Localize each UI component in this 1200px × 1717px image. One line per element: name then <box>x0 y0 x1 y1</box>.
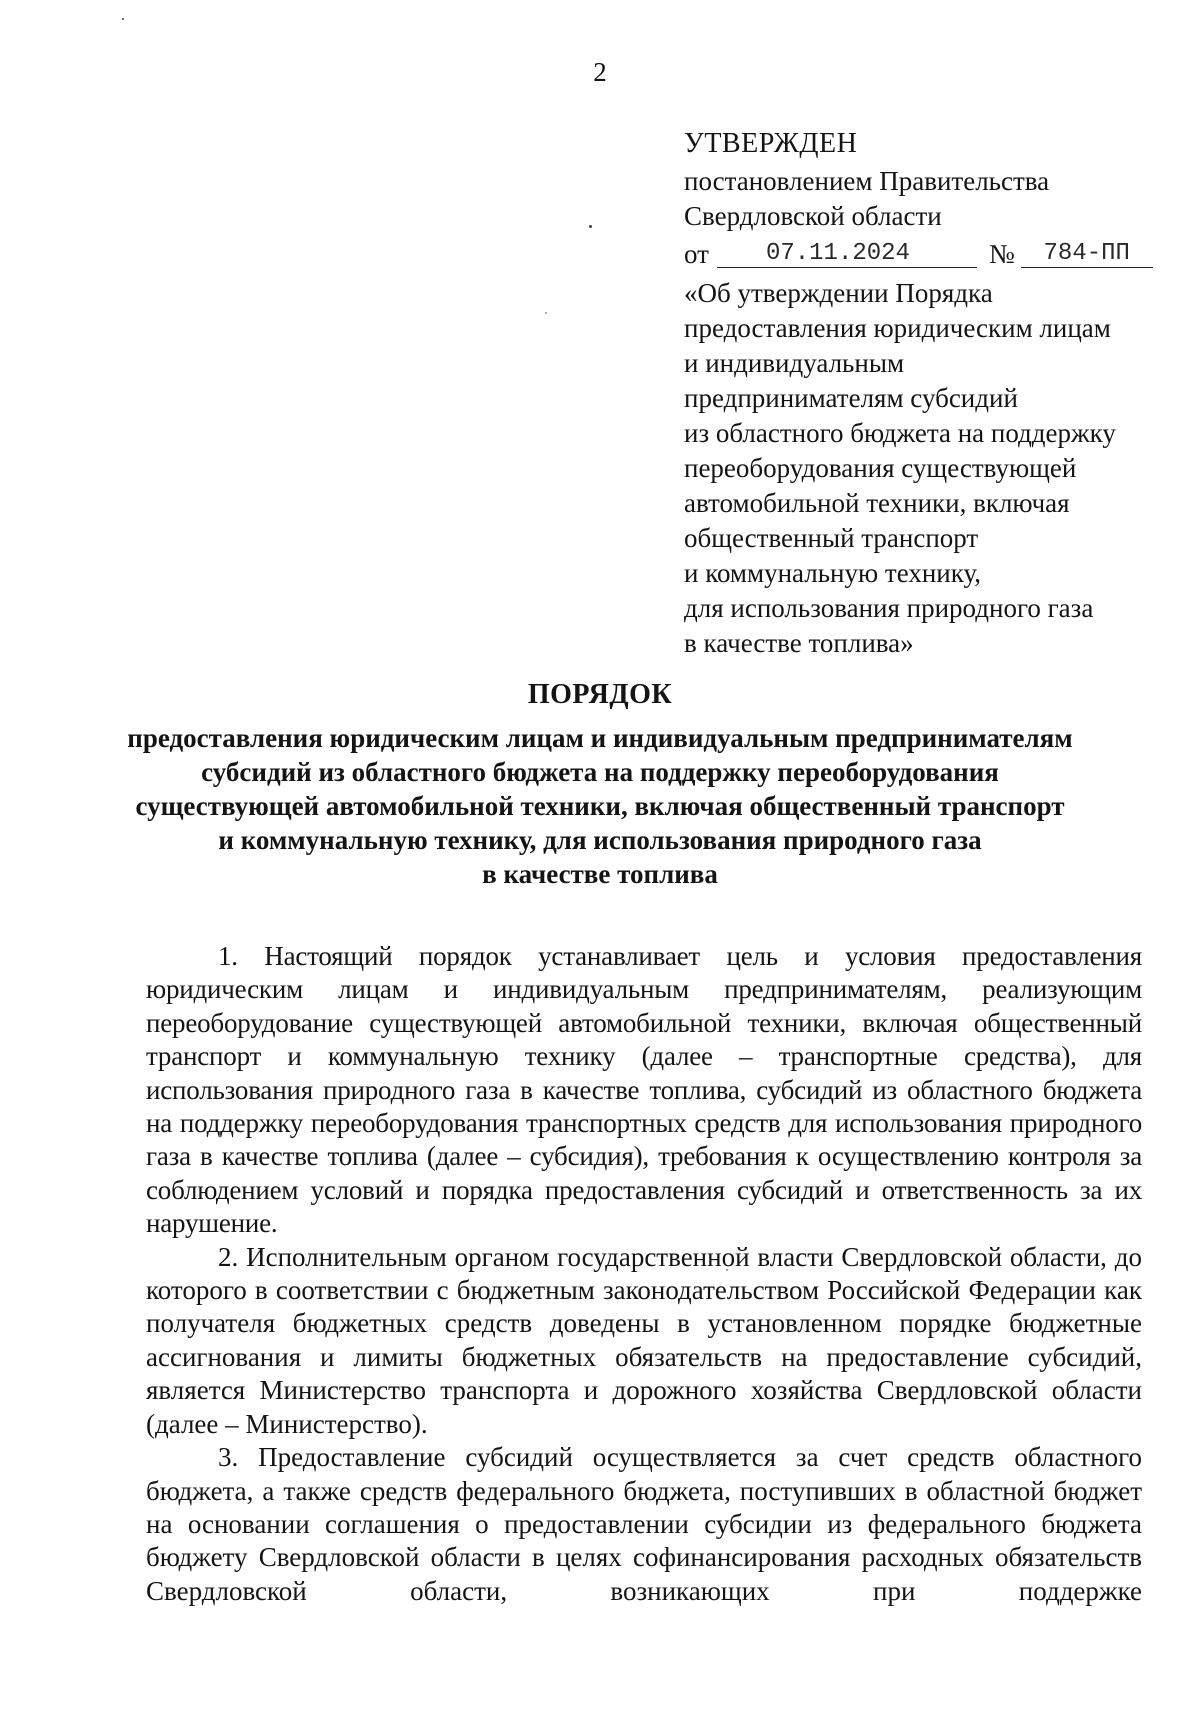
approval-reference <box>684 276 1154 661</box>
scan-speck <box>122 18 124 20</box>
reference-line: переоборудования существующей <box>684 453 1077 483</box>
reference-line: из областного бюджета на поддержку <box>684 418 1116 448</box>
title-subtitle-line: субсидий из областного бюджета на поддержку переоборудования <box>201 757 999 787</box>
document-title <box>100 678 1100 891</box>
title-subtitle-line: существующей автомобильной техники, включая общественный транспорт <box>135 791 1065 821</box>
reference-line: и индивидуальным <box>684 348 905 378</box>
paragraph-3: 3. Предоставление субсидий осуществляется за счет средств областного бюджета, а также средств федерального бюджета, поступивших в областной бюджет на основании соглашения о предоставлении субсидии из федерального бюджета бюджету Свердловской области в целях софинансирования расходных обязательств Свердловской области, возникающих при поддержке <box>146 1442 1142 1606</box>
approval-date: 07.11.2024 <box>717 241 977 268</box>
reference-line: автомобильной техники, включая <box>684 488 1070 518</box>
reference-line: «Об утверждении Порядка <box>684 278 993 308</box>
approval-line-2: Свердловской области <box>684 201 942 231</box>
paragraph-2: 2. Исполнительным органом государственной власти Свердловской области, до которого в соответствии с бюджетным законодательством Российской Федерации как получателя бюджетных средств доведены в установленном порядке бюджетные ассигнования и лимиты бюджетных обязательств на предоставление субсидий, является Министерство транспорта и дорожного хозяйства Свердловской области (далее – Министерство). <box>146 1241 1142 1439</box>
paragraph-1: 1. Настоящий порядок устанавливает цель и условия предоставления юридическим лицам и индивидуальным предпринимателям, реализующим переоборудование существующей автомобильной техники, включая общественный транспорт и коммунальную технику (далее – транспортные средства), для использования природного газа в качестве топлива, субсидий из областного бюджета на поддержку переоборудования транспортных средств для использования природного газа в качестве топлива (далее – субсидия), требования к осуществлению контроля за соблюдением условий и порядка предоставления субсидий и ответственность за их нарушение. <box>146 941 1142 1239</box>
scan-speck <box>545 312 547 314</box>
reference-line: и коммунальную технику, <box>684 558 982 588</box>
reference-line: в качестве топлива» <box>684 628 914 658</box>
approval-block <box>684 126 1154 661</box>
date-prefix: от <box>684 239 709 269</box>
page-number: 2 <box>593 57 607 87</box>
reference-line: для использования природного газа <box>684 593 1094 623</box>
reference-line: предоставления юридическим лицам <box>684 313 1111 343</box>
number-sign: № <box>988 239 1015 269</box>
title-subtitle-line: предоставления юридическим лицам и индивидуальным предпринимателям <box>127 723 1073 753</box>
approval-line-1: постановлением Правительства <box>684 166 1050 196</box>
approval-number: 784-ПП <box>1021 241 1153 268</box>
title-subtitle-line: в качестве топлива <box>482 859 718 889</box>
approval-heading: УТВЕРЖДЕН <box>684 128 858 159</box>
approval-date-number-row <box>684 234 1154 272</box>
title-subtitle-line: и коммунальную технику, для использования природного газа <box>218 825 982 855</box>
reference-line: общественный транспорт <box>684 523 979 553</box>
reference-line: предпринимателям субсидий <box>684 383 1018 413</box>
scan-speck <box>589 225 592 228</box>
title-main: ПОРЯДОК <box>527 679 673 710</box>
document-body <box>146 940 1142 1608</box>
